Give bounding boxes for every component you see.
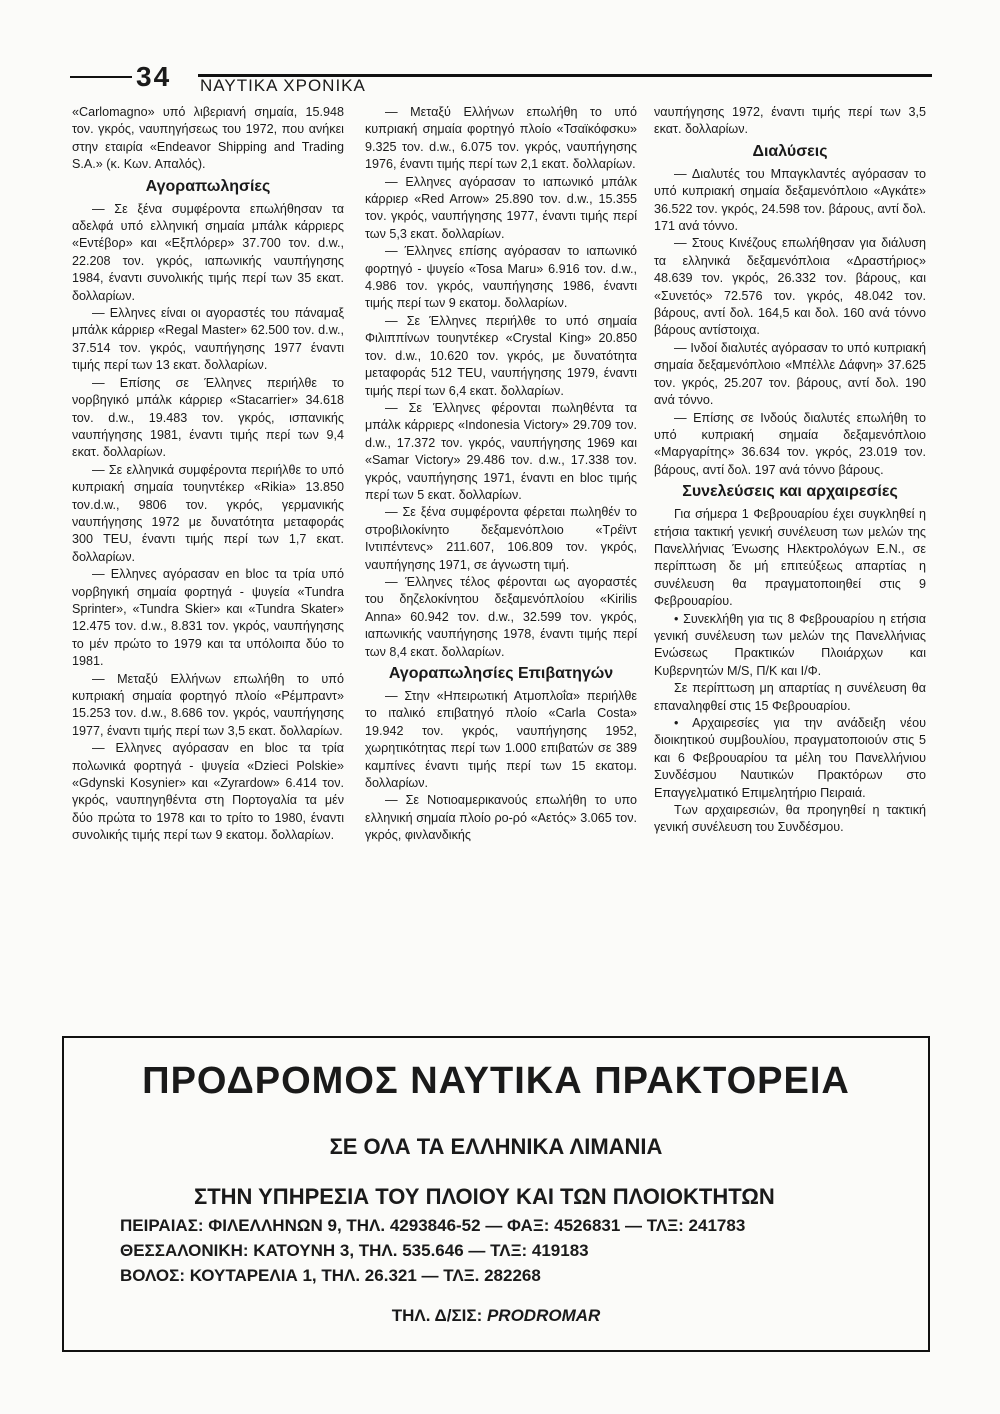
paragraph: — Μεταξύ Ελλήνων επωλήθη το υπό κυπριακή σημαία φορτηγό πλοίο «Ρέμπραντ» 15.253 τον. d.w., 8.686 τον. γκρός, ναυπήγησης 1977, έναντι τιμής περί των 3,5 εκατ. δολλαρίων. (72, 671, 344, 738)
telex-value: PRODROMAR (486, 1306, 601, 1325)
page-number: 34 (136, 61, 172, 92)
paragraph: — Ινδοί διαλυτές αγόρασαν το υπό κυπριακή σημαία δεξαμενόπλοιο «Μπέλλε Δάφνη» 37.625 τον. γκρός, 25.207 τον. βάρους, αντί δολ. 190 ανά τόννο. (654, 340, 926, 408)
paragraph: Για σήμερα 1 Φεβρουαρίου έχει συγκληθεί η ετήσια τακτική γενική συνέλευση των μελών της Πανελλήνιας Ένωσης Ηλεκτρολόγων Ε.Ν., σε περίπτωση δε μή επιτεύξεως απαρτίας η συνέλευση θα πραγματοποιηθεί στις 9 Φεβρουαρίου. (654, 507, 926, 609)
paragraph: «Carlomagno» υπό λιβεριανή σημαία, 15.948 τον. γκρός, ναυπηγήσεως του 1972, που ανήκει στην εταιρία «Endeavor Shipping and Trading S.A.» (κ. Κων. Απαλός). (72, 105, 344, 172)
paragraph: — Μεταξύ Ελλήνων επωλήθη το υπό κυπριακή σημαία φορτηγό πλοίο «Τσαϊκόφσκυ» 9.325 τον. d.w., 6.075 τον. γκρός, ναυπήγησης 1976, έναντι τιμής περί των 2,1 εκατ. δολλαρίων. (365, 105, 637, 172)
header-lead-rule (70, 76, 132, 78)
paragraph: — Σε Έλληνες περιήλθε το υπό σημαία Φιλιππίνων τουηντέκερ «Crystal King» 20.850 τον. d.w., 10.620 τον. γκρός, με δυνατότητα μεταφοράς 512 TEU, ναυπήγησης 1979, έναντι τιμής περί των 6,4 εκατ. δολλαρίων. (365, 313, 637, 398)
ad-tagline: ΣΤΗΝ ΥΠΗΡΕΣΙΑ ΤΟΥ ΠΛΟΙΟΥ ΚΑΙ ΤΩΝ ΠΛΟΙΟΚΤΗΤΩΝ (194, 1184, 775, 1209)
paragraph: — Σε Έλληνες φέρονται πωληθέντα τα μπάλκ κάρριερς «Indonesia Victory» 29.709 τον. d.w., 17.372 τον. γκρός, ναυπήγησης 1969 και «Samar Victory» 29.486 τον. d.w., 17.338 τον. γκρός, ναυπήγησης 1971, έναντι en bloc τιμής περί των 5 εκατ. δολλαρίων. (365, 400, 637, 502)
ad-subtitle: ΣΕ ΟΛΑ ΤΑ ΕΛΛΗΝΙΚΑ ΛΙΜΑΝΙΑ (329, 1134, 663, 1159)
publication-title: ΝΑΥΤΙΚΑ ΧΡΟΝΙΚΑ (200, 76, 366, 95)
paragraph: — Ελληνες αγόρασαν en bloc τα τρία υπό νορβηγική σημαία φορτηγά - ψυγεία «Tundra Sprinter», «Tundra Skier» και «Tundra Skater» 12.475 τον. d.w., 8.831 τον. γκρός, ναυπήγησης το μέν πρώτο το 1979 και τα υπόλοιπα δύο το 1981. (72, 567, 344, 669)
paragraph: — Επίσης σε Ινδούς διαλυτές επωλήθη το υπό κυπριακή σημαία δεξαμενόπλοιο «Μαργαρίτης» 36.634 τον. γκρός, 23.019 τον. βάρους, αντί δολ. 197 ανά τόννο βάρους. (654, 410, 926, 477)
paragraph: Των αρχαιρεσιών, θα προηγηθεί η τακτική γενική συνέλευση του Συνδέσμου. (654, 803, 926, 835)
paragraph: ναυπήγησης 1972, έναντι τιμής περί των 3,5 εκατ. δολλαρίων. (654, 105, 926, 137)
paragraph: Σε περίπτωση μη απαρτίας η συνέλευση θα επαναληφθεί στις 15 Φεβρουαρίου. (654, 681, 926, 713)
paragraph: — Έλληνες τέλος φέρονται ως αγοραστές του δηζελοκίνητου δεξαμενόπλοίου «Kirilis Anna» 60.942 τον. d.w., 32.599 τον. γκρός, ιαπωνικής ναυπήγησης 1978, έναντι τιμής περί των 8,4 εκατ. δολλαρίων. (365, 574, 637, 659)
ad-contact-volos: ΒΟΛΟΣ: ΚΟΥΤΑΡΕΛΙΑ 1, ΤΗΛ. 26.321 — ΤΛΞ. 282268 (120, 1266, 541, 1285)
column-1 (72, 104, 344, 845)
paragraph: — Στην «Ηπειρωτική Ατμοπλοΐα» περιήλθε το ιταλικό επιβατηγό πλοίο «Carla Costa» 19.942 τον. γκρός, ναυπήγησης 1952, χωρητικότητας περί των 1.000 επιβατών σε 389 καμπίνες έναντι τιμής περί των 15 εκατομ. δολλαρίων. (365, 689, 637, 791)
page-header (70, 62, 932, 98)
paragraph: • Αρχαιρεσίες για την ανάδειξη νέου διοικητικού συμβουλίου, πραγματοποιούν στις 5 και 6 Φεβρουαρίου τα μέλη του Πανελλήνιου Συνδέσμου Ναυτικών Πρακτόρων στο Επαγγελματικό Επιμελητήριο Πειραιά. (654, 716, 926, 800)
paragraph: — Ελληνες αγόρασαν το ιαπωνικό μπάλκ κάρριερ «Red Arrow» 25.890 τον. d.w., 15.355 τον. γκρός, ναυπήγησης 1977, έναντι τιμής περί των 5,3 εκατ. δολλαρίων. (365, 174, 637, 241)
section-heading: Διαλύσεις (752, 142, 828, 160)
paragraph: • Συνεκλήθη για τις 8 Φεβρουαρίου η ετήσια γενική συνέλευση των μελών της Πανελλήνιας Ενώσεως Πρακτικών Πλοιάρχων και Κυβερνητών M/S, Π/Κ και Ι/Φ. (654, 611, 926, 678)
paragraph: — Επίσης σε Έλληνες περιήλθε το νορβηγικό μπάλκ κάρριερ «Stacarrier» 34.618 τον. d.w., 19.483 τον. γκρός, ισπανικής ναυπήγησης 1981, έναντι τιμής περί των 9,4 εκατ. δολλαρίων. (72, 375, 344, 460)
section-heading: Συνελεύσεις και αρχαιρεσίες (682, 483, 898, 501)
paragraph: — Ελληνες είναι οι αγοραστές του πάναμαξ μπάλκ κάρριερ «Regal Master» 62.500 τον. d.w., 37.514 τον. γκρός, ναυπήγησης 1977 έναντι τιμής περί των 13 εκατ. δολλαρίων. (72, 306, 344, 373)
column-3 (654, 104, 926, 837)
column-2 (365, 104, 637, 845)
article-columns (72, 104, 932, 1032)
ad-contact-piraeus: ΠΕΙΡΑΙΑΣ: ΦΙΛΕΛΛΗΝΩΝ 9, ΤΗΛ. 4293846-52 — ΦΑΞ: 4526831 — ΤΛΞ: 241783 (120, 1216, 746, 1235)
telex-label: ΤΗΛ. Δ/ΣΙΣ: (391, 1306, 487, 1325)
paragraph: — Σε ελληνικά συμφέροντα περιήλθε το υπό κυπριακή σημαία τουηντέκερ «Rikia» 13.850 τον.d.w., 9806 τον. γκρός, γερμανικής ναυπήγησης 1972 με δυνατότητα μεταφοράς 300 TEU, έναντι τιμής περί των 1,7 εκατ. δολλαρίων. (72, 462, 344, 564)
section-heading: Αγοραπωλησίες Επιβατηγών (388, 665, 614, 682)
paragraph: — Στους Κινέζους επωλήθησαν για διάλυση τα ελληνικά δεξαμενόπλοια «Δραστήριος» 48.639 τον. γκρός, 26.332 τον. βάρους, και «Συνετός» 72.576 τον. γκρός, 48.042 τον. βάρους, αντί δολ. 164,5 και δολ. 160 ανά τόννο βάρους αντίστοιχα. (654, 236, 926, 338)
paragraph: — Σε ξένα συμφέροντα επωλήθησαν τα αδελφά υπό ελληνική σημαία μπάλκ κάρριερς «Εντέβορ» και «Εξπλόρερ» 37.700 τον. d.w., 22.208 τον. γκρός, ιαπωνικής ναυπήγησης 1984, έναντι συνολικής τιμής περί των 35 εκατ. δολλαρίων. (72, 201, 344, 303)
ad-contact-thessaloniki: ΘΕΣΣΑΛΟΝΙΚΗ: ΚΑΤΟΥΝΗ 3, ΤΗΛ. 535.646 — ΤΛΞ: 419183 (120, 1241, 589, 1260)
paragraph: — Διαλυτές του Μπαγκλαντές αγόρασαν το υπό κυπριακή σημαία δεξαμενόπλοιο «Αγκάτε» 36.522 τον. γκρός, 24.598 τον. βάρους, αντί δολ. 171 ανά τόννο. (654, 166, 926, 234)
advertisement-box (62, 1036, 930, 1352)
section-heading: Αγοραπωλησίες (145, 177, 271, 195)
paragraph: — Έλληνες επίσης αγόρασαν το ιαπωνικό φορτηγό - ψυγείο «Tosa Maru» 6.916 τον. d.w., 4.986 τον. γκρός, ναυπήγησης 1986, έναντι τιμής περί των 9 εκατομ. δολλαρίων. (365, 244, 637, 311)
paragraph: — Ελληνες αγόρασαν en bloc τα τρία πολωνικά φορτηγά - ψυγεία «Dzieci Polskie» «Gdynski Kosynier» και «Zyrardow» 6.414 τον. γκρός, ναυπηγηθέντα στη Πορτογαλία τα μέν δύο πρώτα το 1978 και το τρίτο το 1980, έναντι συνολικής τιμής περί των 9 εκατομ. δολλαρίων. (72, 741, 344, 843)
ad-telegraphic-address (64, 1306, 928, 1326)
paragraph: — Σε Νοτιοαμερικανούς επωλήθη το υπο ελληνική σημαία πλοίο ρο-ρό «Αετός» 3.065 τον. γκρός, φινλανδικής (365, 793, 637, 843)
ad-title: ΠΡΟΔΡΟΜΟΣ ΝΑΥΤΙΚΑ ΠΡΑΚΤΟΡΕΙΑ (142, 1060, 850, 1102)
paragraph: — Σε ξένα συμφέροντα φέρεται πωληθέν το στροβιλοκίνητο δεξαμενόπλοιο «Τρέϊντ Ιντιπέντενς» 211.607, 106.809 τον. γκρός, ναυπήγησης 1971, σε άγνωστη τιμή. (365, 505, 637, 572)
